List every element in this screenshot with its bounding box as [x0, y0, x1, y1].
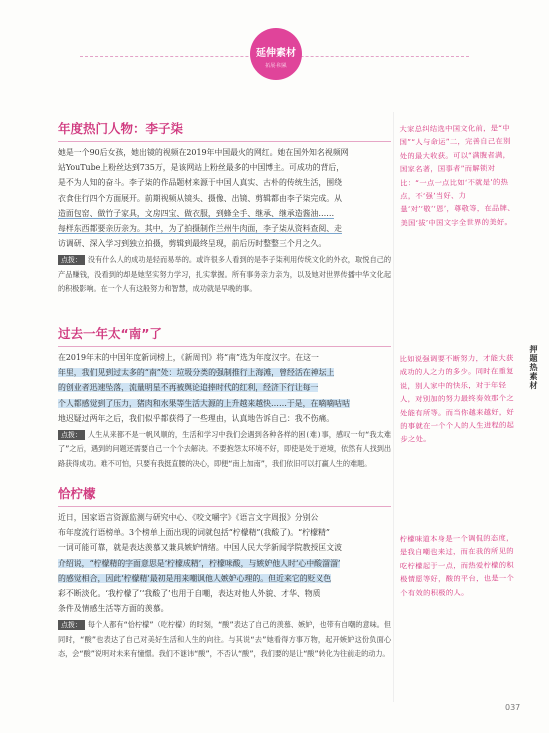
section-li-ziqi — [58, 120, 391, 297]
handwritten-note: 柠檬味道本身是一个调侃的态度，是我自嘲也来过，而在我的所见的吃柠檬起于一点，而热爱柠檬的积极情愿等好，酸的平台，也是一个个有效的积极的人。 — [399, 533, 515, 598]
badge-label: 延伸素材 — [250, 28, 302, 80]
paragraph-line: 的感觉相合，因此‘柠檬精’最初是用来嘲讽他人嫉妒心理的。但近来它的贬义色 — [58, 573, 332, 583]
paragraph-line: 是不为人知的奋斗。李子柒的作品题材来源于中国人真实、古朴的传统生活，围绕 — [58, 178, 343, 188]
section-nan — [58, 325, 391, 471]
handwritten-note: 大家总纠结选中国文化前，是“中国”“人与命运”二，完善自己在别处的最大收获。可以“满腹者满，国家名著，国事者”而解锁对比：“一点一点比如‘不就是’的热点，不‘强’当好、力量‘对’‘敬’‘恩’，尊敬等，在品牌、美国‘拔’中国文字全世界的美好。 — [399, 123, 515, 228]
section-badge — [0, 28, 549, 88]
handwritten-note: 比如说强调要不断努力，才能大获成功的人之力的多少。同时在重复说，别人家中的快乐，对于年轻人，对别加的努力最终奏效那个之处能有所等。而当你越来越好，好的事就在一个个人的人生进程的起步之处。 — [399, 353, 515, 445]
tip-label: 点拨： — [58, 620, 85, 630]
paragraph-line: 布年度流行语榜单。3个榜单上面出现的词就包括“柠檬精”(我酸了)。“柠檬精” — [58, 528, 330, 538]
tip-text: 每个人都有“恰柠檬”（吃柠檬）的时刻，“酸”表达了自己的羡慕、嫉妒，也带有自嘲的意味。但同时，“酸”也表达了自己对美好生活和人生的向往。与其说“去”她看得方事万物，起开嫉妒这份负面心态，会“酸”说明对未来有憧憬。我们不谜讳“酸”，不否认“酸”，我们要的是让“酸”转化为往前走的动力。 — [58, 620, 391, 659]
paragraph-line: 在2019年末的中国年度新词榜上，《新周刊》将“南”选为年度汉字。在这一 — [58, 353, 319, 362]
badge-sublabel: 拓展·积累 — [265, 63, 287, 69]
paragraph-line: 她是一个90后女孩，她出镜的视频在2019年中国最火的网红。她在国外知名视频网 — [58, 148, 349, 157]
paragraph-line: 的创业者迅速坠落，流量明星不再被舆论追捧时代的红利，经济下行让每一 — [58, 383, 319, 393]
tip-label: 点拨： — [58, 430, 85, 440]
paragraph-line: 年里，我们见到过太多的“南”处：垃圾分类的强制推行上海滩，曾经活在神坛上 — [58, 368, 335, 378]
tip-block — [58, 253, 391, 296]
section-title: 年度热门人物：李子柒 — [58, 121, 184, 136]
paragraph-line: 条件及情感生活等方面的羡慕。 — [58, 604, 169, 614]
title-rule — [58, 346, 391, 347]
page-number: 037 — [505, 703, 521, 712]
section-lemon — [58, 485, 391, 662]
paragraph-line: 每样东西都要亲历亲为。其中，为了拍摄制作兰州牛肉面，李子柒从资料查阅、走 — [58, 224, 343, 234]
paragraph-line: 站YouTube上粉丝达到735万，是该网站上粉丝最多的中国博主。可成功的背后， — [58, 163, 345, 173]
tip-text: 人生从来都不是一帆风顺的，生活和学习中我们会遇到各种各样的困(难)事，感叹一句“我太难了”之后，遇到的问题还需要自己一个个去解决。不要抱怨太环境不好，即使是处于逆境，依然有人找到出路获得成功。难不可怕，只要有我挺直腰的决心，即便“南上加南”，我们依旧可以打赢人生的难题。 — [58, 430, 391, 468]
title-rule — [58, 141, 391, 142]
title-rule — [58, 506, 391, 507]
section-paragraph — [58, 510, 391, 616]
column-divider — [393, 112, 394, 702]
section-title: 恰柠檬 — [58, 486, 96, 501]
paragraph-line: 近日，国家语言资源监测与研究中心、《咬文嚼字》《语言文字周报》分别公 — [58, 513, 319, 522]
paragraph-line: 造面包窑、做竹子家具，文房四宝、做衣服，到蜂全手、继承、继承造酱油…… — [58, 208, 335, 218]
tip-block — [58, 618, 391, 661]
paragraph-line: 介绍说，“柠檬精的字面意思是‘柠檬成精’，柠檬味酸，与嫉妒他人时‘心中酸溜溜’ — [58, 558, 341, 568]
section-title: 过去一年太“南”了 — [58, 326, 162, 341]
paragraph-line: 衣食住行四个方面展开。前期视频从镜头、摄像、出镜、剪辑都由李子柒完成。从 — [58, 193, 343, 203]
tip-block — [58, 428, 391, 471]
paragraph-line: 地迟疑过两年之后，我们似乎都获得了一些理由，认真地告诉自己：我不伤痛。 — [58, 413, 335, 423]
paragraph-line: 一词可能可靠，就是表达羡慕又兼具嫉妒情绪。中国人民大学新闻学院教授匡文波 — [58, 543, 343, 553]
paragraph-line: 访调研、深入学习到独立拍摄，剪辑到最终呈现，前后历时整整三个月之久。 — [58, 239, 327, 249]
tip-label: 点拨： — [58, 255, 85, 265]
side-tab: 押题热素材 — [529, 345, 538, 390]
section-paragraph — [58, 350, 391, 426]
paragraph-line: 个人都感觉到了压力，猪肉和水果等生活大源的上升越来越快……于是，在嘀嘀咕咕 — [58, 398, 350, 408]
section-paragraph — [58, 145, 391, 251]
tip-text: 没有什么人的成功是轻而易举的。或许很多人看到的是李子柒利用传统文化的外衣，取悦自己的产品赚钱，没看到的却是她坚实努力学习，扎实掌握。所有事务亲力亲为，以及她对世界传播中华文化起的积极影响。在一个人有这般努力和智慧，成功就是早晚的事。 — [58, 255, 391, 294]
paragraph-line: 彩不断淡化。‘我柠檬了’‘我酸了’也用于自嘲，表达对他人外貌、才华、物质 — [58, 589, 321, 599]
